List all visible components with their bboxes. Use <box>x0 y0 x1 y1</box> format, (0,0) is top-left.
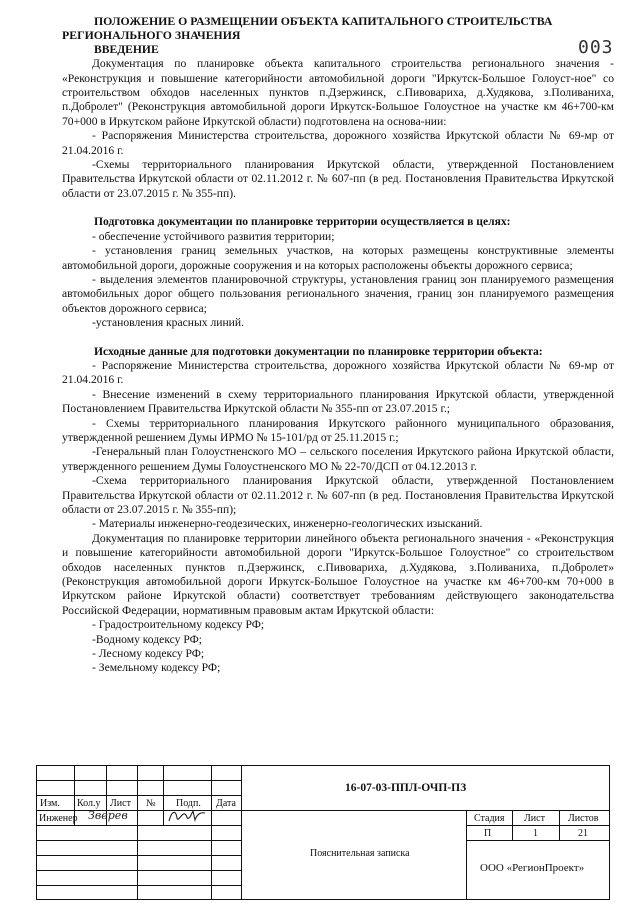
header-date: Дата <box>216 798 236 809</box>
sheets-label: Листов <box>568 813 599 824</box>
code-item: -Водному кодексу РФ; <box>92 632 202 646</box>
source-item: -Генеральный план Голоустненского МО – сельского поселения Иркутского района Иркутской области, утвержденного решением Думы Голоустненского МО № 22-70/ДСП от 04.12.2013 г. <box>62 445 614 473</box>
goal-item: - обеспечение устойчивого развития территории; <box>92 229 335 243</box>
source-item: -Схема территориального планирования Иркутской области, утвержденной Постановлением Правительства Иркутской области от 02.11.2012 г. № 607-пп (в ред. Постановления Правительства Иркутской области от 23.07.2015 г. № 355-пп); <box>62 474 614 516</box>
basis-item: -Схемы территориального планирования Иркутской области, утвержденной Постановлением Правительства Иркутской области от 02.11.2012 г. № 607-пп (в ред. Постановления Правительства Иркутской области от 23.07.2015 г. № 355-пп). <box>62 158 614 200</box>
code-item: - Градостроительному кодексу РФ; <box>92 618 265 632</box>
source-item: - Распоряжение Министерства строительства, дорожного хозяйства Иркутской области № 69-мр от 21.04.2016 г. <box>62 358 614 387</box>
source-item: - Внесение изменений в схему территориального планирования Иркутской области, утвержденной Постановлением Правительства Иркутской области № 355-пп от 23.07.2015 г.; <box>62 387 614 416</box>
compliance-paragraph: Документация по планировке территории линейного объекта регионального значения - «Реконструкция и повышение категорийности автомобильной дороги "Иркутск-Большое Голоустное" со строительством обходов населенных пунктов п.Дзержинск, с.Пивовариха, д.Худякова, з.Поливаниха, п.Добролет» (Реконструкция автомобильной дороги Иркутск-Большое Голоустное на участке км 46+700-км 70+000 в Иркутском районе Иркутской области) соответствует требованиям действующего законодательства Российской Федерации, нормативным правовым актам Иркутской области: <box>62 531 614 617</box>
basis-item: - Распоряжения Министерства строительства, дорожного хозяйства Иркутской области № 69-мр от 21.04.2016 г. <box>62 129 614 157</box>
document-type: Пояснительная записка <box>310 848 410 859</box>
header-list: Лист <box>110 798 131 809</box>
goals-heading: Подготовка документации по планировке территории осуществляется в целях: <box>94 215 511 229</box>
intro-heading: ВВЕДЕНИЕ <box>94 42 159 56</box>
goal-item: -установления красных линий. <box>92 316 244 330</box>
header-number: № <box>146 798 156 809</box>
code-item: - Лесному кодексу РФ; <box>92 647 205 661</box>
goal-item: - установления границ земельных участков, на которых размещены конструктивные элементы автомобильной дороги, дорожные сооружения и на которых расположены объекты дорожного сервиса; <box>62 244 614 272</box>
document-body <box>62 14 614 676</box>
stamp-line <box>466 825 610 826</box>
document-code: 16-07-03-ППЛ-ОЧП-ПЗ <box>345 782 467 794</box>
page-number: 003 <box>578 37 614 58</box>
role-label: Инженер <box>39 813 78 824</box>
header-izm: Изм. <box>40 798 60 809</box>
header-signature: Подп. <box>176 798 201 809</box>
stage-value: П <box>484 828 492 839</box>
source-item: - Схемы территориального планирования Иркутского районного муниципального образования, утвержденной решением Думы ИРМО № 15-101/рд от 25.11.2015 г.; <box>62 416 614 444</box>
stage-label: Стадия <box>474 813 505 824</box>
intro-paragraph: Документация по планировке объекта капитального строительства регионального значения - «Реконструкция и повышение категорийности автомобильной дороги "Иркутск-Большое Голоуст-ное" со строительством обходов населенных пунктов п.Дзержинск, с.Пивовариха, д.Худякова, з.Поливаниха, п.Добролет" (Реконструкция автомобильной дороги Иркутск-Большое Голоустное на участке км 46+700-км 70+000 в Иркутском районе Иркутской области) подготовлена на основа-нии: <box>62 57 614 128</box>
sheet-value: 1 <box>533 828 538 839</box>
stamp-line <box>137 765 138 900</box>
code-item: - Земельному кодексу РФ; <box>92 661 221 675</box>
signature-name: Зверев <box>88 809 128 822</box>
title-block <box>36 765 610 900</box>
title-line-1: ПОЛОЖЕНИЕ О РАЗМЕЩЕНИИ ОБЪЕКТА КАПИТАЛЬНОГО СТРОИТЕЛЬСТВА <box>94 14 553 28</box>
stamp-line <box>241 765 242 900</box>
sheet-label: Лист <box>524 813 545 824</box>
stamp-line <box>466 810 467 900</box>
company-name: ООО «РегионПроект» <box>480 862 585 874</box>
source-heading: Исходные данные для подготовки документации по планировке территории объекта: <box>94 344 543 358</box>
sheets-value: 21 <box>578 828 588 839</box>
stamp-line <box>211 765 212 900</box>
source-item: - Материалы инженерно-геодезических, инженерно-геологических изысканий. <box>92 517 483 531</box>
signature-icon <box>166 808 208 824</box>
goal-item: - выделения элементов планировочной структуры, установления границ зон планируемого размещения автомобильных дорог общего пользования регионального значения, границ зон планируемого размещения объектов дорожного сервиса; <box>62 272 614 315</box>
title-line-2: РЕГИОНАЛЬНОГО ЗНАЧЕНИЯ <box>62 28 241 43</box>
stamp-line <box>466 840 610 841</box>
header-kol: Кол.у <box>77 798 101 809</box>
stamp-line <box>163 765 164 825</box>
